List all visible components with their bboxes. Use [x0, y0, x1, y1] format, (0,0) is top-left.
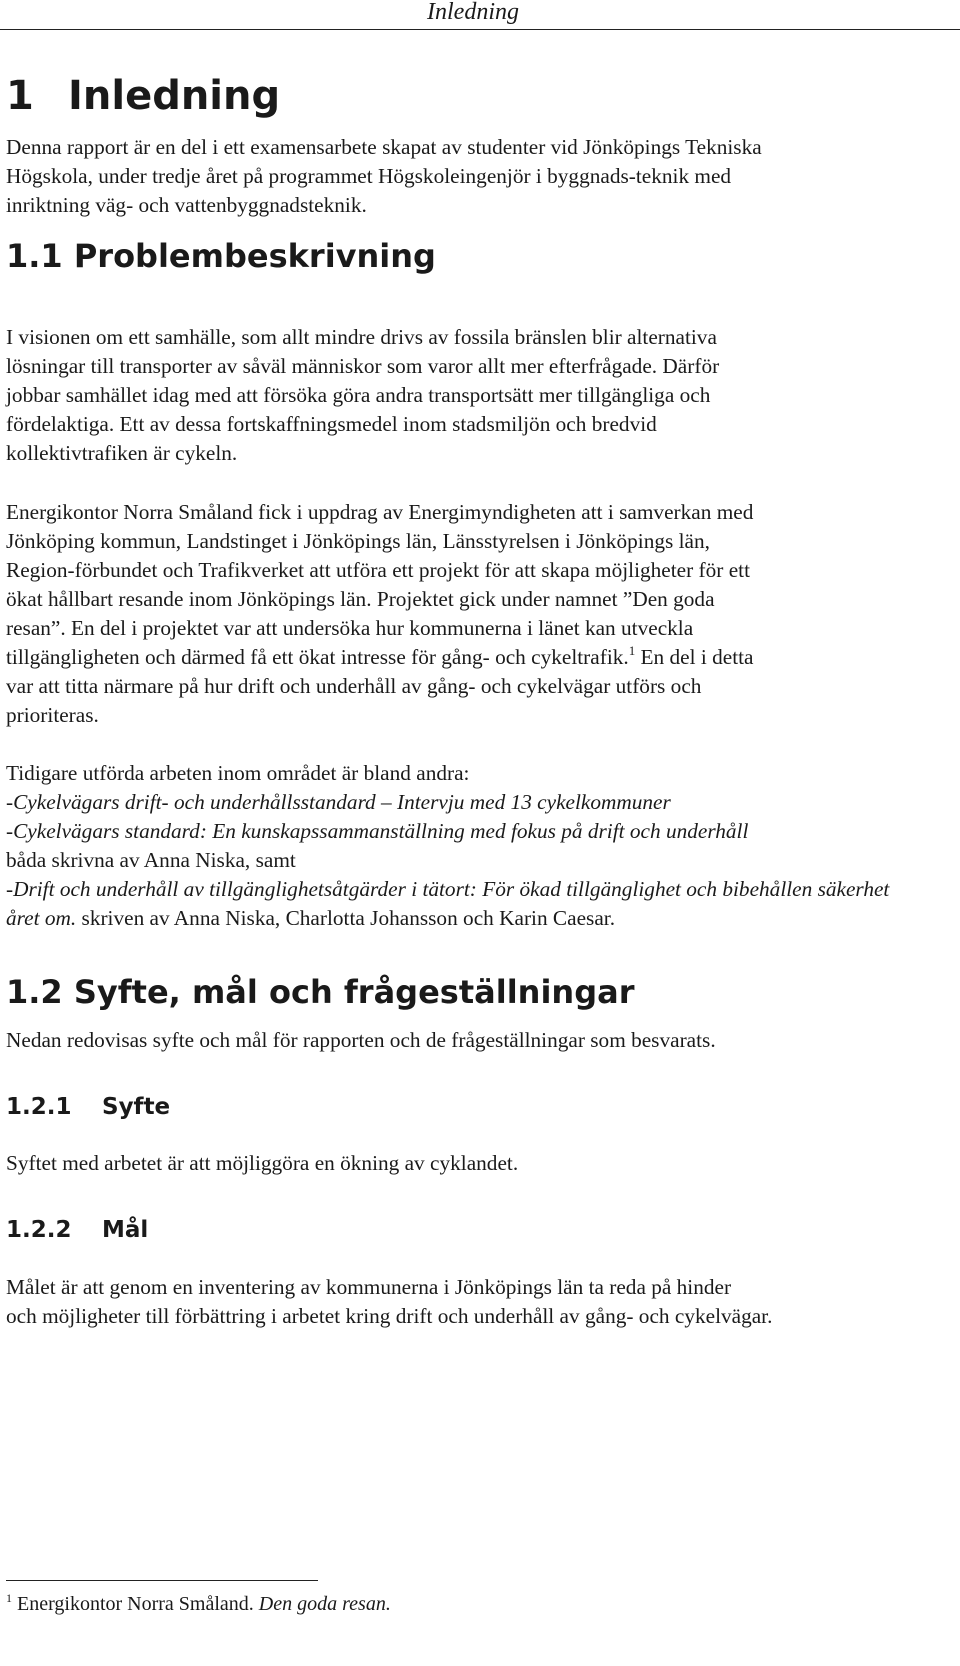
prior-work-item: -Cykelvägars standard: En kunskapssammanställning med fokus på drift och underhåll	[6, 819, 749, 843]
text-line: fördelaktiga. Ett av dessa fortskaffningsmedel inom stadsmiljön och bredvid	[6, 412, 657, 436]
goal-text	[6, 1273, 956, 1331]
footnote-text: Energikontor Norra Småland.	[12, 1593, 259, 1615]
purpose-intro	[6, 1026, 956, 1055]
prior-work-authors: skriven av Anna Niska, Charlotta Johansson och Karin Caesar.	[76, 906, 616, 930]
subsection-title: Syfte	[102, 1094, 171, 1120]
purpose-text	[6, 1149, 956, 1178]
running-header	[0, 0, 960, 30]
prior-work-item: -Drift och underhåll av tillgänglighetsåtgärder i tätort: För ökad tillgänglighet och bibehållen säkerhet	[6, 877, 890, 901]
subsection-title: Mål	[102, 1217, 149, 1243]
problem-paragraph-2	[6, 498, 956, 730]
text-segment: tillgängligheten och därmed få ett ökat intresse för gång- och cykeltrafik.	[6, 645, 629, 669]
footnote	[6, 1591, 391, 1617]
text-line: inriktning väg- och vattenbyggnadsteknik.	[6, 193, 367, 217]
text-line: var att titta närmare på hur drift och underhåll av gång- och cykelvägar utförs och	[6, 674, 702, 698]
text-line: Syftet med arbetet är att möjliggöra en ökning av cyklandet.	[6, 1151, 519, 1175]
subsection-heading-1-2-1	[6, 1093, 170, 1121]
section-number: 1.1	[6, 237, 63, 275]
text-line: lösningar till transporter av såväl människor som varor allt mer efterfrågade. Därför	[6, 354, 720, 378]
chapter-number: 1	[6, 73, 34, 119]
footnote-separator	[6, 1580, 318, 1581]
prior-work-item: -Cykelvägars drift- och underhållsstandard – Intervju med 13 cykelkommuner	[6, 790, 671, 814]
running-header-title: Inledning	[427, 0, 519, 25]
prior-work-list	[6, 759, 956, 933]
subsection-number: 1.2.2	[6, 1217, 72, 1243]
prior-work-intro: Tidigare utförda arbeten inom området är bland andra:	[6, 761, 470, 785]
text-line: Denna rapport är en del i ett examensarbete skapat av studenter vid Jönköpings Tekniska	[6, 135, 762, 159]
text-line: kollektivtrafiken är cykeln.	[6, 441, 238, 465]
chapter-title: Inledning	[68, 73, 281, 119]
text-line: Region-förbundet och Trafikverket att utföra ett projekt för att skapa möjligheter för ett	[6, 558, 750, 582]
text-line: resan”. En del i projektet var att undersöka hur kommunerna i länet kan utveckla	[6, 616, 694, 640]
text-line: Nedan redovisas syfte och mål för rapporten och de frågeställningar som besvarats.	[6, 1028, 716, 1052]
prior-work-item-continued: året om.	[6, 906, 77, 930]
text-segment: En del i detta	[635, 645, 754, 669]
intro-paragraph	[6, 133, 956, 220]
prior-work-authors: båda skrivna av Anna Niska, samt	[6, 848, 296, 872]
text-line: Högskola, under tredje året på programmet Högskoleingenjör i byggnads-teknik med	[6, 164, 732, 188]
footnote-reference: 1	[628, 643, 636, 658]
text-line	[6, 643, 956, 672]
problem-paragraph-1	[6, 323, 956, 468]
text-line: Jönköping kommun, Landstinget i Jönköpings län, Länsstyrelsen i Jönköpings län,	[6, 529, 710, 553]
chapter-heading	[6, 72, 280, 120]
subsection-heading-1-2-2	[6, 1216, 148, 1244]
text-line: och möjligheter till förbättring i arbetet kring drift och underhåll av gång- och cykelvägar.	[6, 1304, 773, 1328]
section-heading-1-2	[6, 973, 634, 1011]
footnote-marker: 1	[6, 1591, 12, 1605]
text-line	[6, 904, 956, 933]
text-line: I visionen om ett samhälle, som allt mindre drivs av fossila bränslen blir alternativa	[6, 325, 717, 349]
footnote-title: Den goda resan.	[258, 1593, 391, 1615]
section-title: Problembeskrivning	[73, 237, 436, 275]
section-title: Syfte, mål och frågeställningar	[73, 973, 635, 1011]
text-line: jobbar samhället idag med att försöka göra andra transportsätt mer tillgängliga och	[6, 383, 711, 407]
text-line: Målet är att genom en inventering av kommunerna i Jönköpings län ta reda på hinder	[6, 1275, 732, 1299]
section-heading-1-1	[6, 237, 436, 275]
text-line: Energikontor Norra Småland fick i uppdrag av Energimyndigheten att i samverkan med	[6, 500, 754, 524]
text-line: ökat hållbart resande inom Jönköpings län. Projektet gick under namnet ”Den goda	[6, 587, 715, 611]
section-number: 1.2	[6, 973, 63, 1011]
text-line: prioriteras.	[6, 703, 99, 727]
subsection-number: 1.2.1	[6, 1094, 72, 1120]
